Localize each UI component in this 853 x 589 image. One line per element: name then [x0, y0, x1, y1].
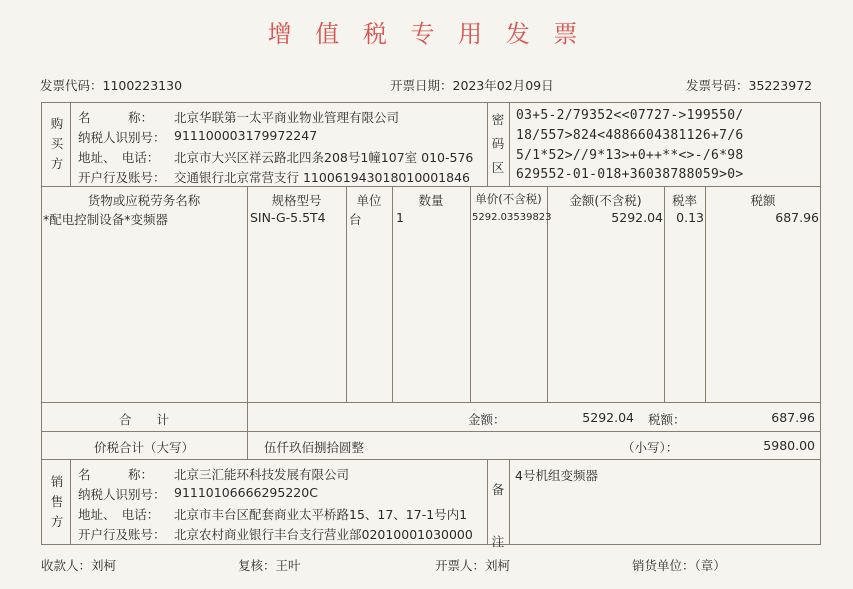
grand-total-small-label: （小写）： — [622, 440, 679, 455]
item-price: 5292.03539823 — [472, 212, 552, 223]
grand-total-value: 5980.00 — [763, 438, 815, 453]
cipher-section-label: 密 码 区 — [491, 112, 505, 175]
item-tax: 687.96 — [775, 210, 819, 225]
buyer-section-label: 购 买 方 — [50, 116, 64, 171]
grand-total-label: 价税合计（大写） — [93, 440, 194, 455]
col-header-rate: 税率 — [671, 193, 697, 208]
buyer-address: 北京市大兴区祥云路北四条208号1幢107室 010-576 — [174, 150, 474, 165]
col-header-price: 单价(不含税) — [475, 192, 542, 206]
seller-name-label: 名 称： — [78, 467, 154, 482]
seller-bank-label: 开户行及账号： — [78, 527, 166, 542]
buyer-taxid: 911100003179972247 — [174, 128, 318, 143]
item-rate: 0.13 — [676, 210, 704, 225]
item-amount: 5292.04 — [611, 210, 663, 225]
cipher-line: 18/557>824<4886604381126+7/6 — [516, 128, 744, 143]
item-spec: SIN-G-5.5T4 — [250, 210, 326, 225]
totals-label: 合 计 — [118, 412, 169, 427]
totals-tax: 687.96 — [771, 410, 815, 425]
invoice-title: 增 值 税 专 用 发 票 — [267, 20, 586, 48]
remarks-text: 4号机组变频器 — [515, 468, 598, 483]
cipher-line: 03+5-2/79352<<07727->199550/ — [516, 108, 744, 123]
seller-name: 北京三汇能环科技发展有限公司 — [174, 467, 350, 482]
col-header-tax: 税额 — [750, 193, 776, 208]
issue-date: 开票日期：2023年02月09日 — [390, 78, 554, 93]
reviewer: 复核：王叶 — [238, 558, 301, 573]
col-header-name: 货物或应税劳务名称 — [87, 193, 201, 208]
totals-tax-label: 税额： — [648, 412, 686, 427]
issuer: 开票人：刘柯 — [435, 558, 511, 573]
col-header-spec: 规格型号 — [271, 193, 322, 208]
item-name: *配电控制设备*变频器 — [43, 212, 169, 227]
invoice-code: 发票代码：1100223130 — [40, 78, 183, 93]
invoice-number: 发票号码：35223972 — [686, 78, 813, 93]
seller-address: 北京市丰台区配套商业太平桥路15、17、17-1号内1 — [174, 507, 468, 522]
col-header-qty: 数量 — [418, 193, 444, 208]
totals-amount: 5292.04 — [582, 410, 634, 425]
buyer-bank-label: 开户行及账号： — [78, 170, 166, 185]
buyer-taxid-label: 纳税人识别号： — [78, 130, 166, 145]
seller-bank: 北京农村商业银行丰台支行营业部02010001030000 — [174, 527, 473, 542]
buyer-name-label: 名 称： — [78, 110, 154, 125]
buyer-name: 北京华联第一太平商业物业管理有限公司 — [174, 110, 400, 125]
col-header-amount: 金额(不含税) — [569, 193, 642, 208]
buyer-bank: 交通银行北京常营支行 110061943018010001846 — [174, 170, 470, 185]
totals-amount-label: 金额： — [468, 412, 506, 427]
seller-address-label: 地址、 电话： — [78, 507, 160, 522]
item-qty: 1 — [396, 210, 404, 225]
item-unit: 台 — [349, 212, 362, 227]
seller-taxid-label: 纳税人识别号： — [78, 487, 166, 502]
seller-unit-stamp: 销货单位：（章） — [632, 558, 726, 573]
grand-total-words: 伍仟玖佰捌拾圆整 — [264, 440, 365, 455]
seller-taxid: 91110106666295220C — [174, 485, 318, 500]
cipher-line: 629552-01-018+36038788059>0> — [516, 167, 744, 182]
seller-section-label: 销 售 方 — [50, 474, 64, 529]
payee: 收款人：刘柯 — [41, 558, 117, 573]
remarks-section-label: 备 注 — [491, 482, 505, 549]
buyer-address-label: 地址、 电话： — [78, 150, 160, 165]
cipher-line: 5/1*52>//9*13>+0++**<>-/6*98 — [516, 148, 744, 163]
col-header-unit: 单位 — [356, 193, 382, 208]
